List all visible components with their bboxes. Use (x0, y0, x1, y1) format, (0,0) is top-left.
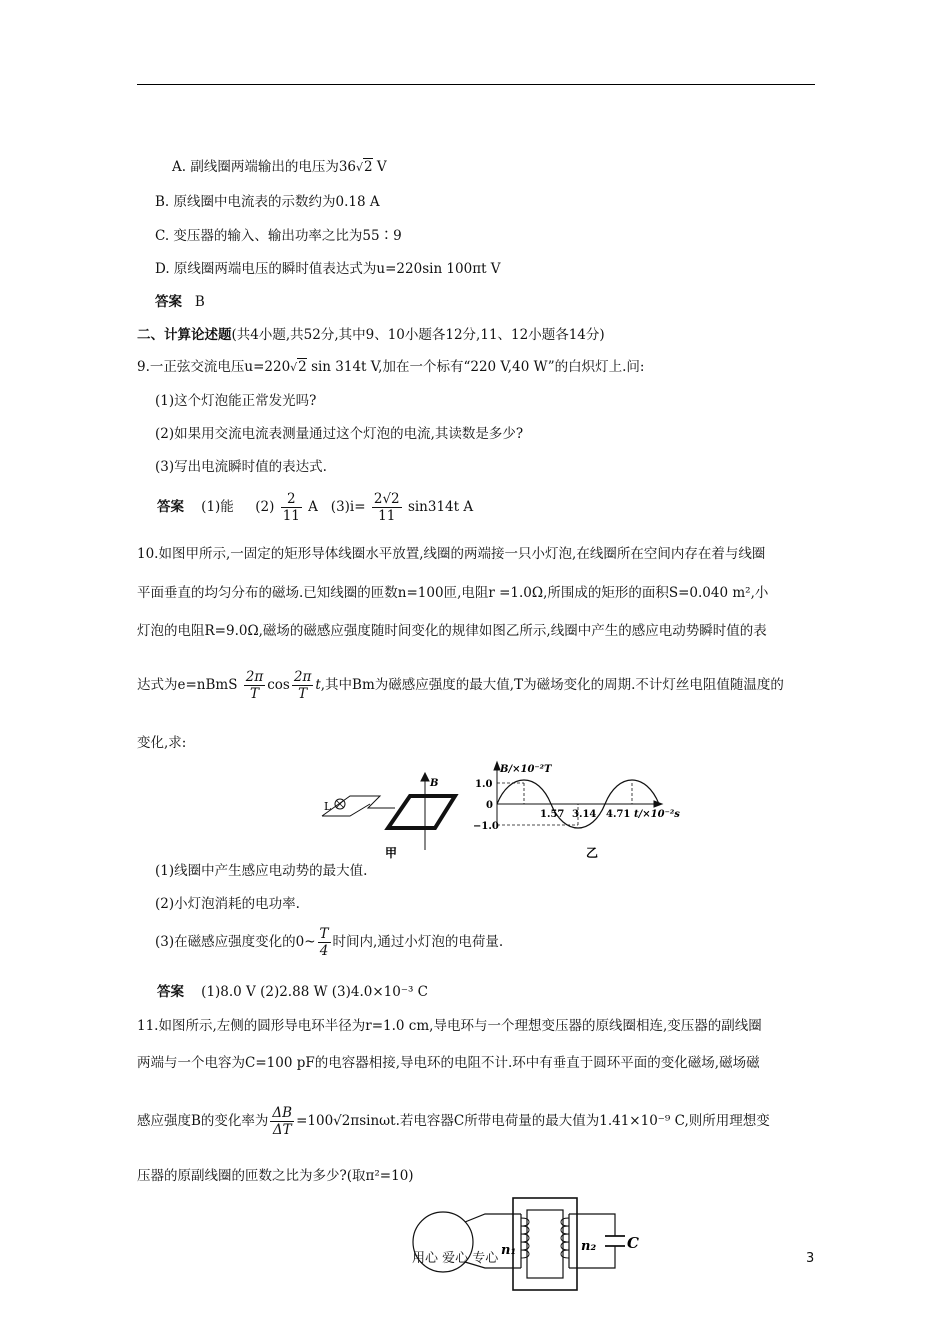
page-number: 3 (806, 1251, 815, 1266)
graph-y-zero: 0 (486, 800, 493, 811)
q10-line1: 10.如图甲所示,一固定的矩形导体线圈水平放置,线圈的两端接一只小灯泡,在线圈所在空间内存在着与线圈 (137, 546, 766, 562)
graph-y-bot: −1.0 (473, 821, 499, 832)
q10-frac-c: $\frac{T}{4}$ (319, 926, 329, 959)
q10-sub1: (1)线圈中产生感应电动势的最大值. (155, 863, 368, 879)
q10-answer: 答案 (1)8.0 V (2)2.88 W (3)4.0×10⁻³ C (157, 984, 428, 1000)
q10-line5: 变化,求: (137, 735, 187, 751)
q9-frac-a: $\frac{2}{11}$ (282, 491, 300, 524)
q10-figure (310, 760, 690, 870)
q10-frac-b: $\frac{2\pi}{T}$ (293, 669, 312, 702)
option-b: B. 原线圈中电流表的示数约为0.18 A (155, 194, 380, 210)
section-2-heading: 二、计算论述题(共4小题,共52分,其中9、10小题各12分,11、12小题各14分) (137, 327, 605, 343)
q10-line2: 平面垂直的均匀分布的磁场.已知线圈的匝数n=100匝,电阻r =1.0Ω,所围成的矩形的面积S=0.040 m²,小 (137, 585, 769, 601)
q11-frac: $\frac{\Delta B}{\Delta T}$ (272, 1105, 293, 1138)
q10-sub2: (2)小灯泡消耗的电功率. (155, 896, 300, 912)
n1-label: n₁ (501, 1243, 517, 1258)
q10-frac-a: $\frac{2\pi}{T}$ (245, 669, 264, 702)
graph-xlabel: t/×10⁻²s (634, 809, 680, 820)
q11-line3: 感应强度B的变化率为 $\frac{\Delta B}{\Delta T}$ =100√2πsinωt.若电容器C所带电荷量的最大值为1.41×10⁻⁹ C,则所用理想变 (137, 1105, 770, 1138)
graph-x-tick-3: 4.71 (606, 809, 631, 820)
fig-jia-label: 甲 (385, 846, 398, 860)
q9-frac-b: $\frac{2√2}{11}$ (373, 491, 400, 524)
graph-ylabel: B/×10⁻²T (500, 764, 552, 775)
q11-figure (405, 1192, 655, 1298)
q9-answer: 答案 (1)能 (2) $\frac{2}{11}$ A (3)i= $\frac{2√2}{11}$ sin314t A (157, 491, 474, 524)
q10-sub3: (3)在磁感应强度变化的0~ $\frac{T}{4}$ 时间内,通过小灯泡的电荷量. (155, 926, 504, 959)
graph-x-tick-1: 1.57 (540, 809, 565, 820)
option-d: D. 原线圈两端电压的瞬时值表达式为u=220sin 100πt V (155, 261, 501, 277)
graph-x-tick-2: 3.14 (572, 809, 597, 820)
graph-y-top: 1.0 (475, 779, 493, 790)
q9-stem: 9.一正弦交流电压u=220√2 sin 314t V,加在一个标有“220 V,40 W”的白炽灯上.问: (137, 359, 645, 375)
fig-yi-label: 乙 (586, 846, 599, 860)
q10-line3: 灯泡的电阻R=9.0Ω,磁场的磁感应强度随时间变化的规律如图乙所示,线圈中产生的感应电动势瞬时值的表 (137, 623, 767, 639)
transformer-core (513, 1198, 577, 1290)
option-a: A. 副线圈两端输出的电压为36√2 V (172, 159, 387, 175)
footer-text: 用心 爱心 专心 (412, 1251, 499, 1266)
capacitor-label: C (627, 1234, 639, 1252)
q10-line4: 达式为e=nBmS $\frac{2\pi}{T}$ cos $\frac{2\pi}{T}$ t,其中Bm为磁感应强度的最大值,T为磁场变化的周期.不计灯丝电阻值随温度的 (137, 669, 784, 702)
option-c: C. 变压器的输入、输出功率之比为55∶9 (155, 228, 402, 244)
lamp-label: L (324, 800, 332, 813)
answer-8: 答案 B (155, 294, 205, 310)
q9-sub2: (2)如果用交流电流表测量通过这个灯泡的电流,其读数是多少? (155, 426, 524, 442)
q11-line2: 两端与一个电容为C=100 pF的电容器相接,导电环的电阻不计.环中有垂直于圆环平面的变化磁场,磁场磁 (137, 1055, 760, 1071)
q11-line4: 压器的原副线圈的匝数之比为多少?(取π²=10) (137, 1168, 414, 1184)
b-label: B (430, 778, 439, 789)
q11-line1: 11.如图所示,左侧的圆形导电环半径为r=1.0 cm,导电环与一个理想变压器的原线圈相连,变压器的副线圈 (137, 1018, 762, 1034)
n2-label: n₂ (581, 1239, 597, 1254)
header-rule (137, 84, 815, 85)
q9-sub3: (3)写出电流瞬时值的表达式. (155, 459, 327, 475)
q9-sub1: (1)这个灯泡能正常发光吗? (155, 393, 317, 409)
